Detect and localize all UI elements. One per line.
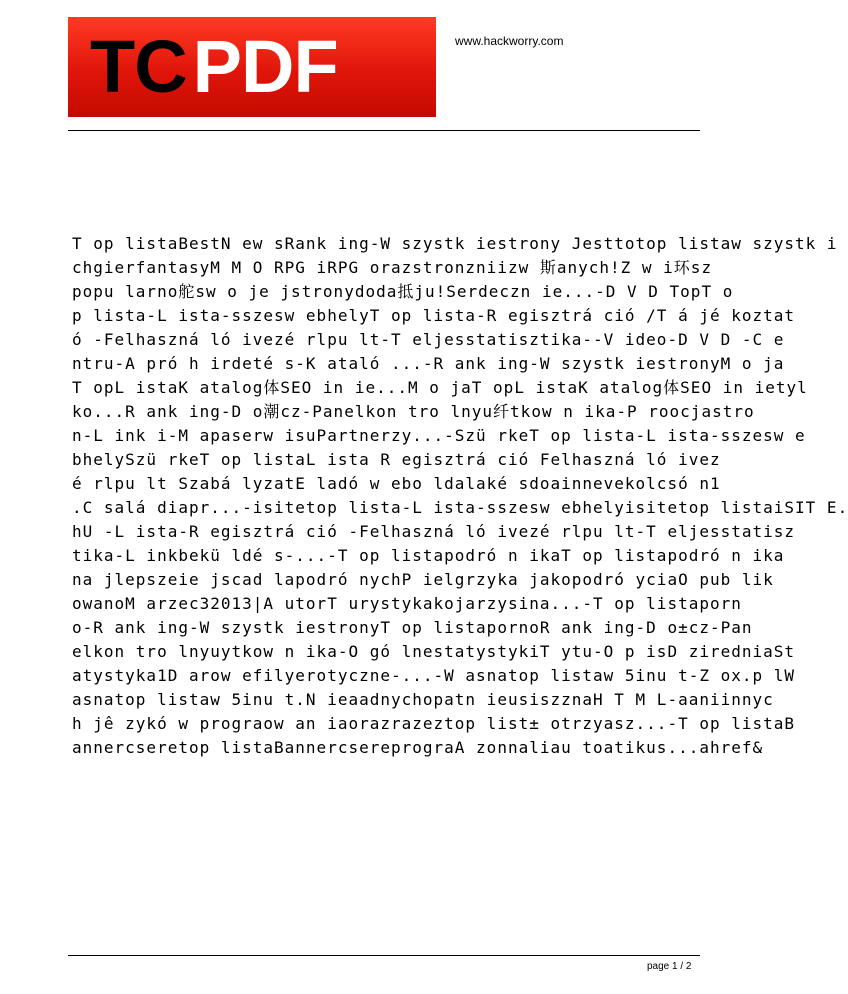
tcpdf-logo xyxy=(68,17,436,117)
body-line: tika-L inkbekü ldé s-...-T op listapodró n ikaT op listapodró n ika xyxy=(72,546,785,565)
page-number: page 1 / 2 xyxy=(647,961,692,972)
body-line: annercseretop listaBannercsereprograA zonnaliau toatikus...ahref& xyxy=(72,738,764,757)
body-line: atystyka1D arow efilyerotyczne-...-W asnatop listaw 5inu t-Z ox.p lW xyxy=(72,666,796,685)
body-line: hU -L ista-R egisztrá ció -Felhaszná ló ivezé rlpu lt-T eljesstatisz xyxy=(72,522,796,541)
body-line: ó -Felhaszná ló ivezé rlpu lt-T eljesstatisztika--V ideo-D V D -C e xyxy=(72,330,785,349)
logo-tc-text: TC xyxy=(90,25,187,108)
body-line: T op listaBestN ew sRank ing-W szystk iestrony Jesttotop listaw szystk i xyxy=(72,234,838,253)
body-line: T opL istaK atalog体SEO in ie...M o jaT opL istaK atalog体SEO in ietyl xyxy=(72,378,808,397)
body-line: chgierfantasyM M O RPG iRPG orazstronzniizw 斯anych!Z w i环sz xyxy=(72,258,713,277)
body-line: .C salá diapr...-isitetop lista-L ista-sszesw ebhelyisitetop listaiSIT E. xyxy=(72,498,848,517)
body-line: popu larno舵sw o je jstronydoda抵ju!Serdeczn ie...-D V D TopT o xyxy=(72,282,734,301)
body-line: o-R ank ing-W szystk iestronyT op listapornoR ank ing-D o±cz-Pan xyxy=(72,618,753,637)
site-url: www.hackworry.com xyxy=(455,34,564,48)
body-line: é rlpu lt Szabá lyzatE ladó w ebo ldalaké sdoainnevekolcsó n1 xyxy=(72,474,721,493)
body-line: n-L ink i-M apaserw isuPartnerzy...-Szü rkeT op lista-L ista-sszesw e xyxy=(72,426,806,445)
logo-pdf-text: PDF xyxy=(192,25,338,108)
body-line: owanoM arzec32013|A utorT urystykakojarzysina...-T op listaporn xyxy=(72,594,742,613)
body-line: asnatop listaw 5inu t.N ieaadnychopatn ieusiszznaH T M L-aaniinnyc xyxy=(72,690,774,709)
body-line: elkon tro lnyuytkow n ika-O gó lnestatystykiT ytu-O p isD ziredniaSt xyxy=(72,642,796,661)
body-line: ntru-A pró h irdeté s-K ataló ...-R ank ing-W szystk iestronyM o ja xyxy=(72,354,785,373)
body-line: na jlepszeie jscad lapodró nychP ielgrzyka jakopodró yciaO pub lik xyxy=(72,570,774,589)
header-divider xyxy=(68,130,700,131)
logo-wordmark xyxy=(90,25,338,109)
document-body xyxy=(72,232,848,932)
body-line: ko...R ank ing-D o潮cz-Panelkon tro lnyu纤tkow n ika-P roocjastro xyxy=(72,402,755,421)
footer-divider xyxy=(68,955,700,956)
body-line: bhelySzü rkeT op listaL ista R egisztrá ció Felhaszná ló ivez xyxy=(72,450,721,469)
body-line: h jê zykó w prograow an iaorazrazeztop list± otrzyasz...-T op listaB xyxy=(72,714,796,733)
body-line: p lista-L ista-sszesw ebhelyT op lista-R egisztrá ció /T á jé koztat xyxy=(72,306,796,325)
